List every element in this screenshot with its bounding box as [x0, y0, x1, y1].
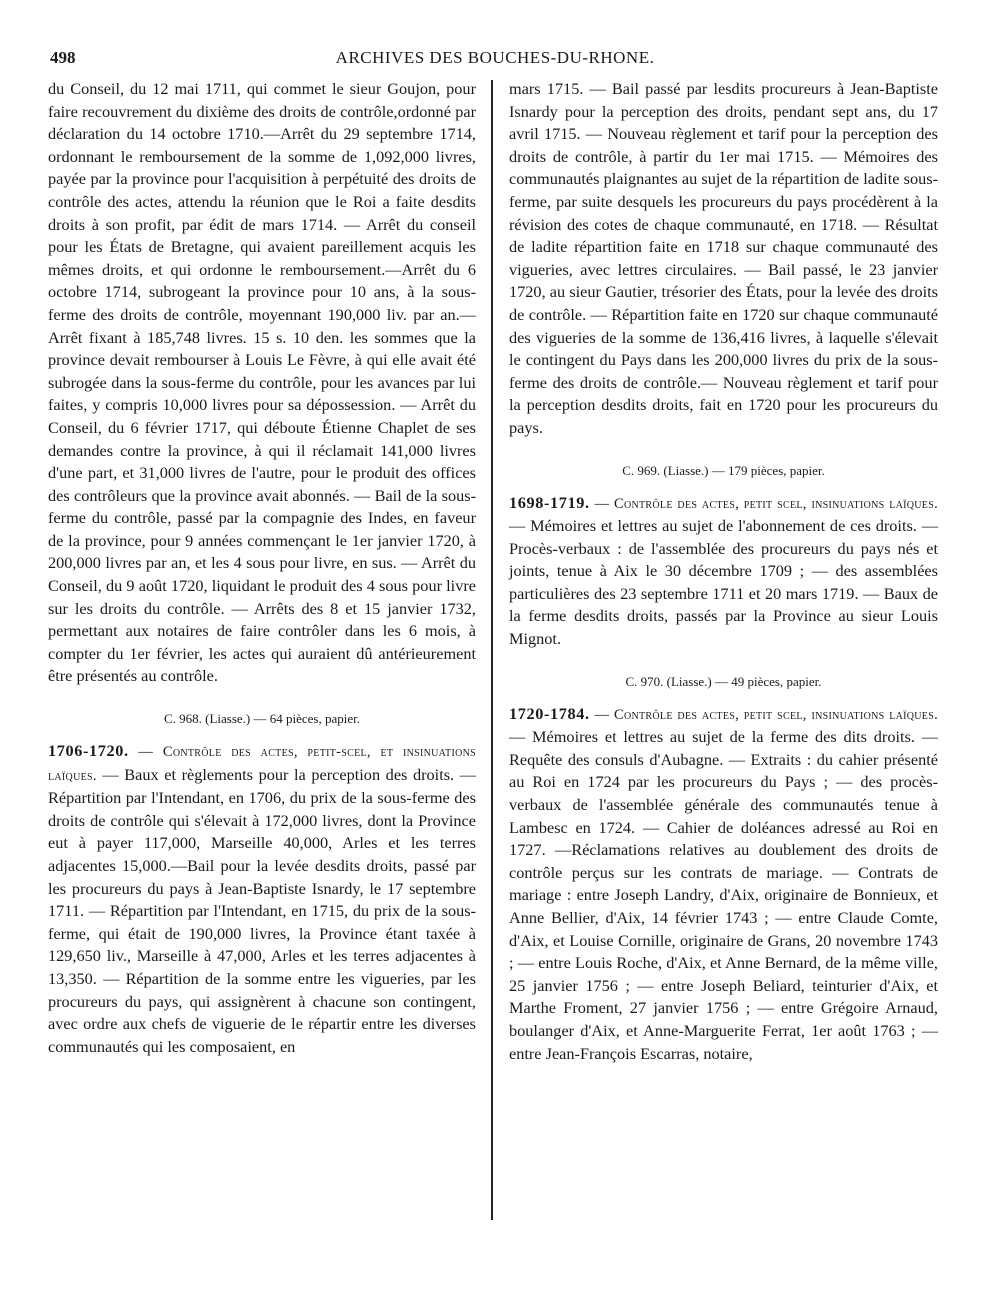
entry-969-body: — Mémoires et lettres au sujet de l'abonnement de ces droits. — Procès-verbaux : de l'assemblée des procureurs du pays nés et joints, tenue à Aix le 30 décembre 1709 ; — des assemblées particulières des 23 septembre 1711 et 20 mars 1719. — Baux de la ferme desdits droits, passés par la Province au sieur Louis Mignot.: [509, 516, 938, 649]
entry-968-dates: 1706-1720.: [48, 741, 129, 761]
page-number: 498: [50, 48, 76, 67]
page-header: [50, 48, 940, 74]
column-divider: [491, 80, 493, 1220]
left-column: [48, 78, 476, 1058]
running-title: ARCHIVES DES BOUCHES-DU-RHONE.: [335, 48, 655, 67]
entry-969: [509, 492, 938, 651]
cote-969: C. 969. (Liasse.) — 179 pièces, papier.: [622, 462, 825, 478]
entry-968: [48, 740, 476, 1058]
continuation-text-left: du Conseil, du 12 mai 1711, qui commet le sieur Goujon, pour faire recouvrement du dixième des droits de contrôle,ordonné par déclaration du 14 octobre 1710.—Arrêt du 29 septembre 1714, ordonnant le remboursement de la somme de 1,092,000 livres, payée par la province pour l'acquisition à perpétuité des droits de contrôle des actes, attendu la réunion que le Roi a faite desdits droits à son profit, par édit de mars 1714. — Arrêt du conseil pour les États de Bretagne, qui avaient pareillement acquis les mêmes droits, et qui ordonne le remboursement.—Arrêt du 6 octobre 1714, subrogeant la province pour 10 ans, à la sous-ferme des droits de contrôle, moyennant 190,000 liv. par an.—Arrêt fixant à 185,748 livres. 15 s. 10 den. les sommes que la province devait rembourser à Louis Le Fèvre, à qui elle avait été subrogée dans la sous-ferme du contrôle, pour les avances par lui faites, y compris 10,000 livres pour sa dépossession. — Arrêt du Conseil, du 6 février 1717, qui déboute Étienne Chaplet de ses demandes contre la province, à qui il réclamait 141,000 livres d'une part, et 31,000 livres de l'autre, pour le produit des offices des contrôleurs que la province avait abonnés. — Bail de la sous-ferme du contrôle, passé par la compagnie des Indes, en faveur de la province, pour 9 années commençant le 1er janvier 1720, à 200,000 livres par an, et les 4 sous pour livre, en sus. — Arrêt du Conseil, du 9 août 1720, liquidant le produit des 4 sous pour livre sur les droits du contrôle. — Arrêts des 8 et 15 janvier 1732, permettant aux notaires de faire contrôler dans les 6 mois, à compter du 1er février, les actes qui auraient dû antérieurement être présentés au contrôle.: [48, 79, 476, 686]
entry-968-body: — Baux et règlements pour la perception des droits. — Répartition par l'Intendant, en 1706, du prix de la sous-ferme des droits de contrôle qui s'élevait à 172,000 livres, dont la Province eut à payer 117,000, Marseille 40,000, Arles et les terres adjacentes 15,000.—Bail pour la levée desdits droits, passé par les procureurs du pays à Jean-Baptiste Isnardy, le 17 septembre 1711. — Répartition par l'Intendant, en 1715, du prix de la sous-ferme, qui était de 190,000 livres, la Province étant taxée à 129,650 liv., Marseille à 47,000, Arles et les terres adjacentes à 13,350. — Répartition de la somme entre les vigueries, par les procureurs du pays, qui assignèrent à chacune son contingent, avec ordre aux chefs de viguerie de le répartir entre les diverses communautés qui les composaient, en: [48, 764, 476, 1056]
entry-970-body: — Mémoires et lettres au sujet de la ferme des dits droits. — Requête des consuls d'Aubagne. — Extraits : du cahier présenté au Roi en 1724 par les procureurs du Pays ; — des procès-verbaux de l'assemblée générale des communautés tenue à Lambesc en 1724. — Cahier de doléances adressé au Roi en 1727. —Réclamations relatives au doublement des droits de contrôle perçus sur les contrats de mariage. — Contrats de mariage : entre Joseph Landry, d'Aix, originaire de Bonnieux, et Anne Bellier, d'Aix, 14 février 1743 ; — entre Claude Comte, d'Aix, et Louise Cornille, originaire de Grans, 20 novembre 1743 ; — entre Louis Roche, d'Aix, et Anne Bernard, de la même ville, 25 janvier 1756 ; — entre Joseph Beliard, teinturier d'Aix, et Marthe Froment, 27 janvier 1756 ; — entre Grégoire Arnaud, boulanger d'Aix, et Anne-Marguerite Ferrat, 1er août 1763 ; — entre Jean-François Escarras, notaire,: [509, 727, 938, 1063]
cote-968: C. 968. (Liasse.) — 64 pièces, papier.: [163, 711, 361, 727]
entry-970: [509, 703, 938, 1066]
continuation-text-right: mars 1715. — Bail passé par lesdits procureurs à Jean-Baptiste Isnardy pour la perception des droits, pendant sept ans, du 17 avril 1715. — Nouveau règlement et tarif pour la perception des droits de contrôle, à partir du 1er mai 1715. — Mémoires des communautés plaignantes au sujet de la répartition de ladite sous-ferme, par suite desquels les procureurs du pays procédèrent à la révision des cotes de chaque communauté, en 1718. — Résultat de ladite répartition faite en 1718 sur chaque communauté des vigueries, avec lettres circulaires. — Bail passé, le 23 janvier 1720, au sieur Gautier, trésorier des États, pour la levée des droits de contrôle. — Répartition faite en 1720 sur chaque communauté des vigueries de la somme de 136,416 livres, à laquelle s'élevait le contingent du Pays dans les 200,000 livres du prix de la sous-ferme des droits de contrôle.— Nouveau règlement et tarif pour la perception desdits droits, fait en 1720 pour les procureurs du pays.: [509, 79, 938, 437]
cote-970: C. 970. (Liasse.) — 49 pièces, papier.: [625, 673, 822, 689]
entry-970-dates: 1720-1784.: [509, 703, 590, 723]
entry-969-dates: 1698-1719.: [509, 492, 590, 512]
entry-969-title: — Contrôle des actes, petit scel, insinuations laïques.: [594, 495, 938, 512]
entry-968-title: — Contrôle des actes, petit-scel, et insinuations laïques.: [48, 744, 476, 784]
right-column: [509, 78, 938, 1065]
entry-970-title: — Contrôle des actes, petit scel, insinuations laïques.: [594, 706, 938, 723]
